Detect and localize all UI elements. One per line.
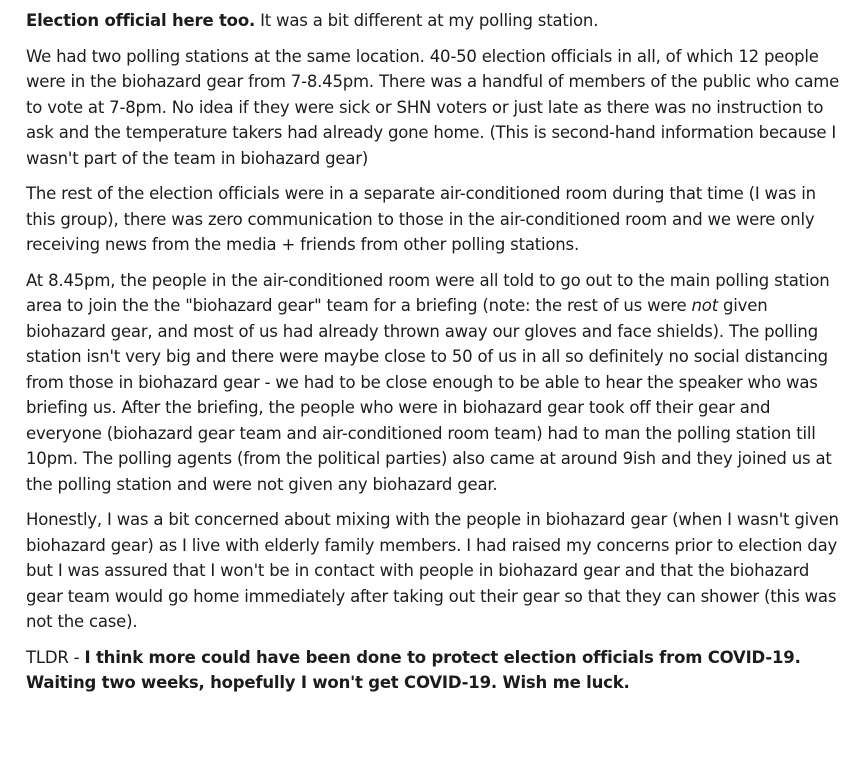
- paragraph-polling-stations: We had two polling stations at the same location. 40-50 election officials in all, of which 12 people were in the biohazard gear from 7-8.45pm. There was a handful of members of the public who came to vote at 7-8pm. No idea if they were sick or SHN voters or just late as there was no instruction to ask and the temperature takers had already gone home. (This is second-hand information because I wasn't part of the team in biohazard gear): [26, 46, 840, 168]
- paragraph-intro: [26, 8, 843, 34]
- briefing-text-after: given biohazard gear, and most of us had already thrown away our gloves and face shields). The polling station isn't very big and there were maybe close to 50 of us in all so definitely no social distancing from those in biohazard gear - we had to be close enough to be able to hear the speaker who was briefing us. After the briefing, the people who were in biohazard gear took off their gear and everyone (biohazard gear team and air-conditioned room team) had to man the polling station till 10pm. The polling agents (from the political parties) also came at around 9ish and they joined us at the polling station and were not given any biohazard gear.: [26, 296, 832, 494]
- paragraph-briefing: [26, 268, 843, 498]
- paragraph-tldr: [26, 645, 843, 696]
- paragraph-air-conditioned-room: The rest of the election officials were in a separate air-conditioned room during that time (I was in this group), there was zero communication to those in the air-conditioned room and we were only receiving news from the media + friends from other polling stations.: [26, 184, 816, 254]
- tldr-prefix: TLDR -: [26, 647, 85, 667]
- briefing-text-before: At 8.45pm, the people in the air-conditioned room were all told to go out to the main polling station area to join the the "biohazard gear" team for a briefing (note: the rest of us were: [26, 270, 830, 315]
- briefing-emphasis: not: [691, 296, 718, 315]
- intro-text: It was a bit different at my polling station.: [255, 11, 599, 30]
- paragraph-concerns: Honestly, I was a bit concerned about mixing with the people in biohazard gear (when I wasn't given biohazard gear) as I live with elderly family members. I had raised my concerns prior to election day but I was assured that I won't be in contact with people in biohazard gear and that the biohazard gear team would go home immediately after taking out their gear so that they can shower (this was not the case).: [26, 510, 839, 631]
- intro-bold-text: Election official here too.: [26, 11, 256, 30]
- tldr-bold-text: I think more could have been done to protect election officials from COVID-19. Waiting two weeks, hopefully I won't get COVID-19. Wish me luck.: [26, 647, 801, 692]
